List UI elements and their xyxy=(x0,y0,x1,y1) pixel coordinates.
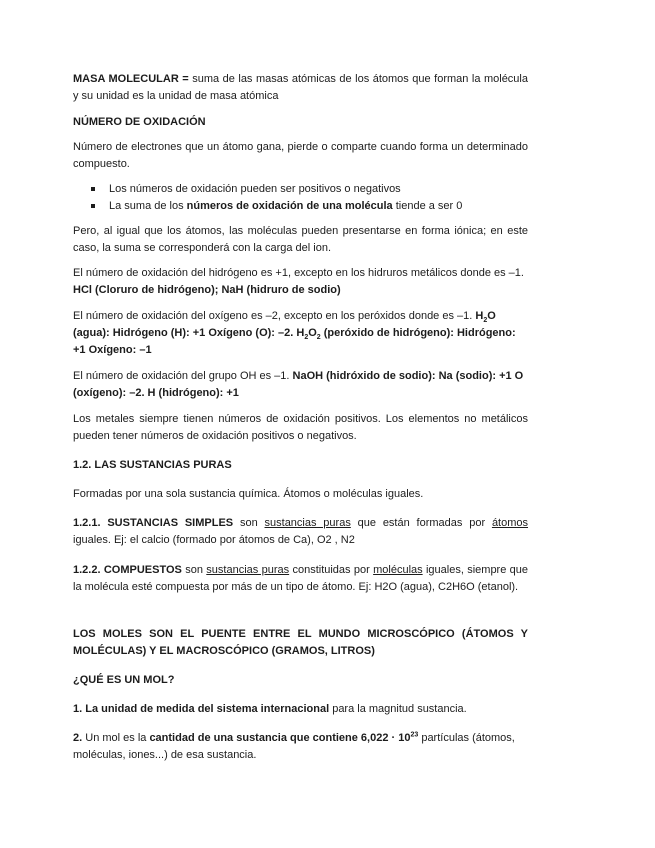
heading-moles-puente: LOS MOLES SON EL PUENTE ENTRE EL MUNDO MICROSCÓPICO (ÁTOMOS Y MOLÉCULAS) Y EL MACROSCÓPICO (GRAMOS, LITROS) xyxy=(73,628,528,657)
paragraph-masa-molecular xyxy=(73,71,528,105)
paragraph-definicion-mol: 2. Un mol es la cantidad de una sustancia que contiene $6,022 \cdot 10^{23}$ partículas (átomos, moléculas, iones...) de esa sustancia. xyxy=(73,731,515,761)
heading-que-es-un-mol: ¿QUÉ ES UN MOL? xyxy=(73,674,175,686)
term-masa-molecular: MASA MOLECULAR = xyxy=(73,73,189,85)
paragraph-grupo-oh: El número de oxidación del grupo OH es –1. NaOH (hidróxido de sodio): Na (sodio): +1 O (oxígeno): –2. H (hidrógeno): +1 xyxy=(73,370,524,399)
paragraph-metales: Los metales siempre tienen números de oxidación positivos. Los elementos no metálicos pueden tener números de oxidación positivos o negativos. xyxy=(73,413,528,442)
paragraph-unidad-medida: 1. La unidad de medida del sistema internacional para la magnitud sustancia. xyxy=(73,703,467,715)
paragraph-oxigeno: El número de oxidación del oxígeno es –2, excepto en los peróxidos donde es –1. $H_2O$ (agua): Hidrógeno (H): +1 Oxígeno (O): –2. $H_2O_2$ (peróxido de hidrógeno): Hidrógeno: +1 Oxígeno: –1 xyxy=(73,310,516,356)
paragraph-definicion-oxidacion: Número de electrones que un átomo gana, pierde o comparte cuando forma un determinado compuesto. xyxy=(73,141,528,170)
paragraph-forma-ionica: Pero, al igual que los átomos, las moléculas pueden presentarse en forma iónica; en este caso, la suma se corresponderá con la carga del ion. xyxy=(73,225,528,254)
paragraph-sustancias-simples: 1.2.1. SUSTANCIAS SIMPLES son sustancias puras que están formadas por átomos iguales. Ej: el calcio (formado por átomos de Ca), O2 , N2 xyxy=(73,517,529,546)
definition-masa-molecular: suma de las masas atómicas de los átomos que forman la molécula y su unidad es la unidad de masa atómica xyxy=(73,73,528,102)
heading-numero-oxidacion: NÚMERO DE OXIDACIÓN xyxy=(73,116,206,128)
formula-peroxido: $H_2O_2$ xyxy=(296,327,321,342)
paragraph-hidrogeno: El número de oxidación del hidrógeno es +1, excepto en los hidruros metálicos donde es –1. HCl (Cloruro de hidrógeno); NaH (hidruro de sodio) xyxy=(73,267,524,296)
bullet-list xyxy=(73,181,528,215)
bullet-item: Los números de oxidación pueden ser positivos o negativos xyxy=(73,181,528,198)
paragraph-compuestos: 1.2.2. COMPUESTOS son sustancias puras constituidas por moléculas iguales, siempre que la molécula esté compuesta por más de un tipo de átomo. Ej: H2O (agua), C2H6O (etanol). xyxy=(73,564,529,593)
paragraph-sustancias-puras: Formadas por una sola sustancia química. Átomos o moléculas iguales. xyxy=(73,488,424,500)
bullet-item: La suma de los números de oxidación de una molécula tiende a ser 0 xyxy=(73,198,528,215)
formula-agua: $H_2O$ xyxy=(475,310,496,325)
heading-sustancias-puras: 1.2. LAS SUSTANCIAS PURAS xyxy=(73,459,232,471)
